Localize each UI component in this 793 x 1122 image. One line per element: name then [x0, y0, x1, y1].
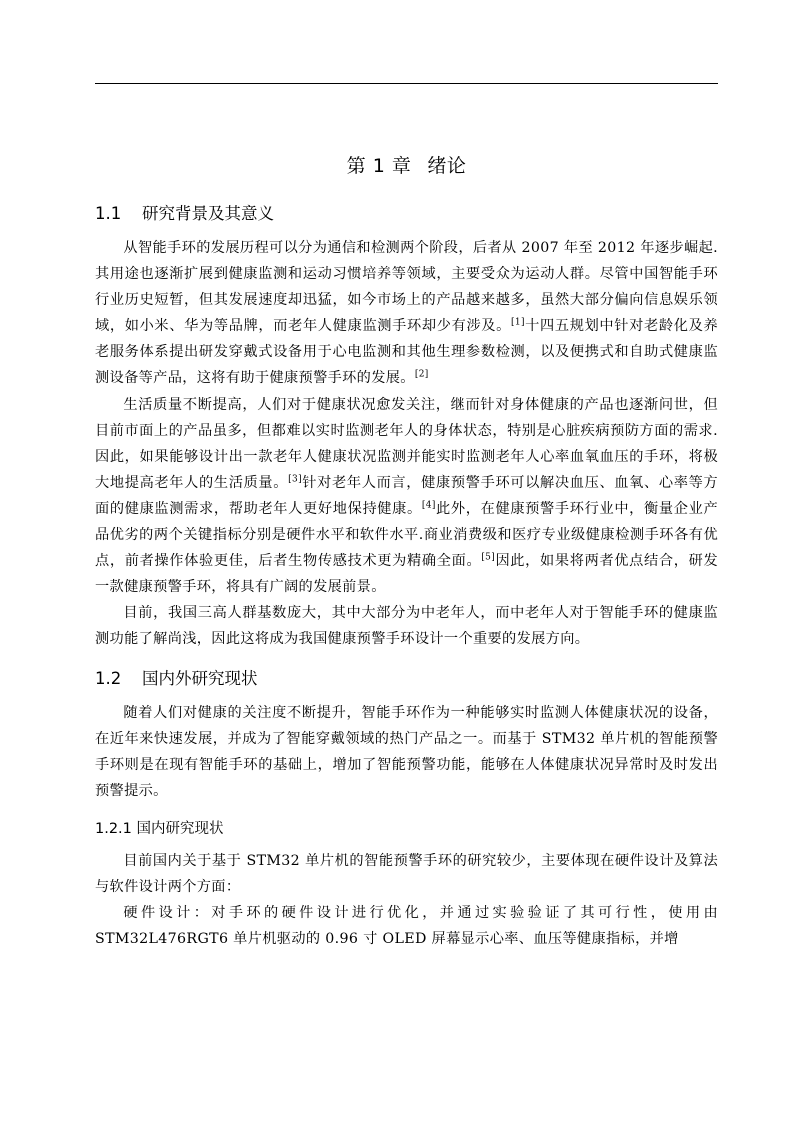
- paragraph-text: 从智能手环的发展历程可以分为通信和检测两个阶段，后者从 2007 年至 2012 年逐步崛起.其用途也逐渐扩展到健康监测和运动习惯培养等领域，主要受众为运动人群。尽管中国智能手环行业历史短暂，但其发展速度却迅猛，如今市场上的产品越来越多，虽然大部分偏向信息娱乐领域，如小米、华为等品牌，而老年人健康监测手环却少有涉及。: [95, 240, 718, 335]
- citation: [4]: [421, 500, 436, 511]
- citation: [2]: [414, 369, 429, 380]
- chapter-number: 第 1 章: [346, 155, 412, 177]
- citation: [5]: [481, 552, 496, 563]
- subsection-heading-1-2-1: 1.2.1 国内研究现状: [95, 820, 224, 837]
- paragraph: [95, 848, 718, 900]
- section-title: 国内外研究现状: [142, 668, 258, 688]
- section-number: 1.1: [95, 204, 122, 223]
- chapter-heading: [95, 151, 718, 178]
- paragraph-text: 十四五规划中针对老龄化及养老服务体系提出研发穿戴式设备用于心电监测和其他生理参数检测，以及便携式和自助式健康监测设备等产品，这将有助于健康预警手环的发展。: [95, 318, 718, 387]
- paragraph: [95, 235, 718, 392]
- section-title: 研究背景及其意义: [142, 204, 274, 223]
- paragraph-text: 目前，我国三高人群基数庞大，其中大部分为中老年人，而中老年人对于智能手环的健康监测功能了解尚浅，因此这将成为我国健康预警手环设计一个重要的发展方向。: [95, 605, 718, 648]
- paragraph-text: 此外，在健康预警手环行业中，衡量企业产品优劣的两个关键指标分别是硬件水平和软件水平.商业消费级和医疗专业级健康检测手环各有优点，前者操作体验更佳，后者生物传感技术更为精确全面。: [95, 500, 719, 570]
- citation: [3]: [288, 474, 302, 485]
- paragraph: [95, 700, 718, 804]
- chapter-title: 绪论: [427, 155, 467, 177]
- paragraph-text: 生活质量不断提高，人们对于健康状况愈发关注，继而针对身体健康的产品也逐渐问世，但目前市面上的产品虽多，但都难以实时监测老年人的身体状态，特别是心脏疾病预防方面的需求.因此，如果能够设计出一款老年人健康状况监测并能实时监测老年人心率血氧血压的手环，将极大地提高老年人的生活质量。: [95, 396, 718, 491]
- citation: [1]: [511, 317, 525, 328]
- paragraph: [95, 900, 718, 952]
- paragraph-text: 随着人们对健康的关注度不断提升，智能手环作为一种能够实时监测人体健康状况的设备，在近年来快速发展，并成为了智能穿戴领域的热门产品之一。而基于 STM32 单片机的智能预警手环则是在现有智能手环的基础上，增加了智能预警功能，能够在人体健康状况异常时及时发出预警提示。: [95, 704, 718, 799]
- section-number: 1.2: [95, 668, 122, 688]
- paragraph-text: 针对老年人而言，健康预警手环可以解决血压、血氧、心率等方面的健康监测需求，帮助老年人更好地保持健康。: [95, 474, 718, 517]
- section-heading-1-2: [95, 666, 718, 692]
- paragraph: [95, 392, 718, 601]
- paragraph-text: 目前国内关于基于 STM32 单片机的智能预警手环的研究较少，主要体现在硬件设计及算法与软件设计两个方面：: [95, 852, 718, 895]
- header-rule: [95, 83, 718, 84]
- paragraph-text: 因此，如果将两者优点结合，研发一款健康预警手环，将具有广阔的发展前景。: [95, 553, 718, 596]
- paragraph-text: 硬件设计：对手环的硬件设计进行优化，并通过实验验证了其可行性，使用由 STM32L476RGT6 单片机驱动的 0.96 寸 OLED 屏幕显示心率、血压等健康指标，并增: [95, 905, 718, 948]
- paragraph: [95, 600, 718, 652]
- section-heading-1-1: [95, 201, 718, 227]
- page-body: [95, 140, 718, 952]
